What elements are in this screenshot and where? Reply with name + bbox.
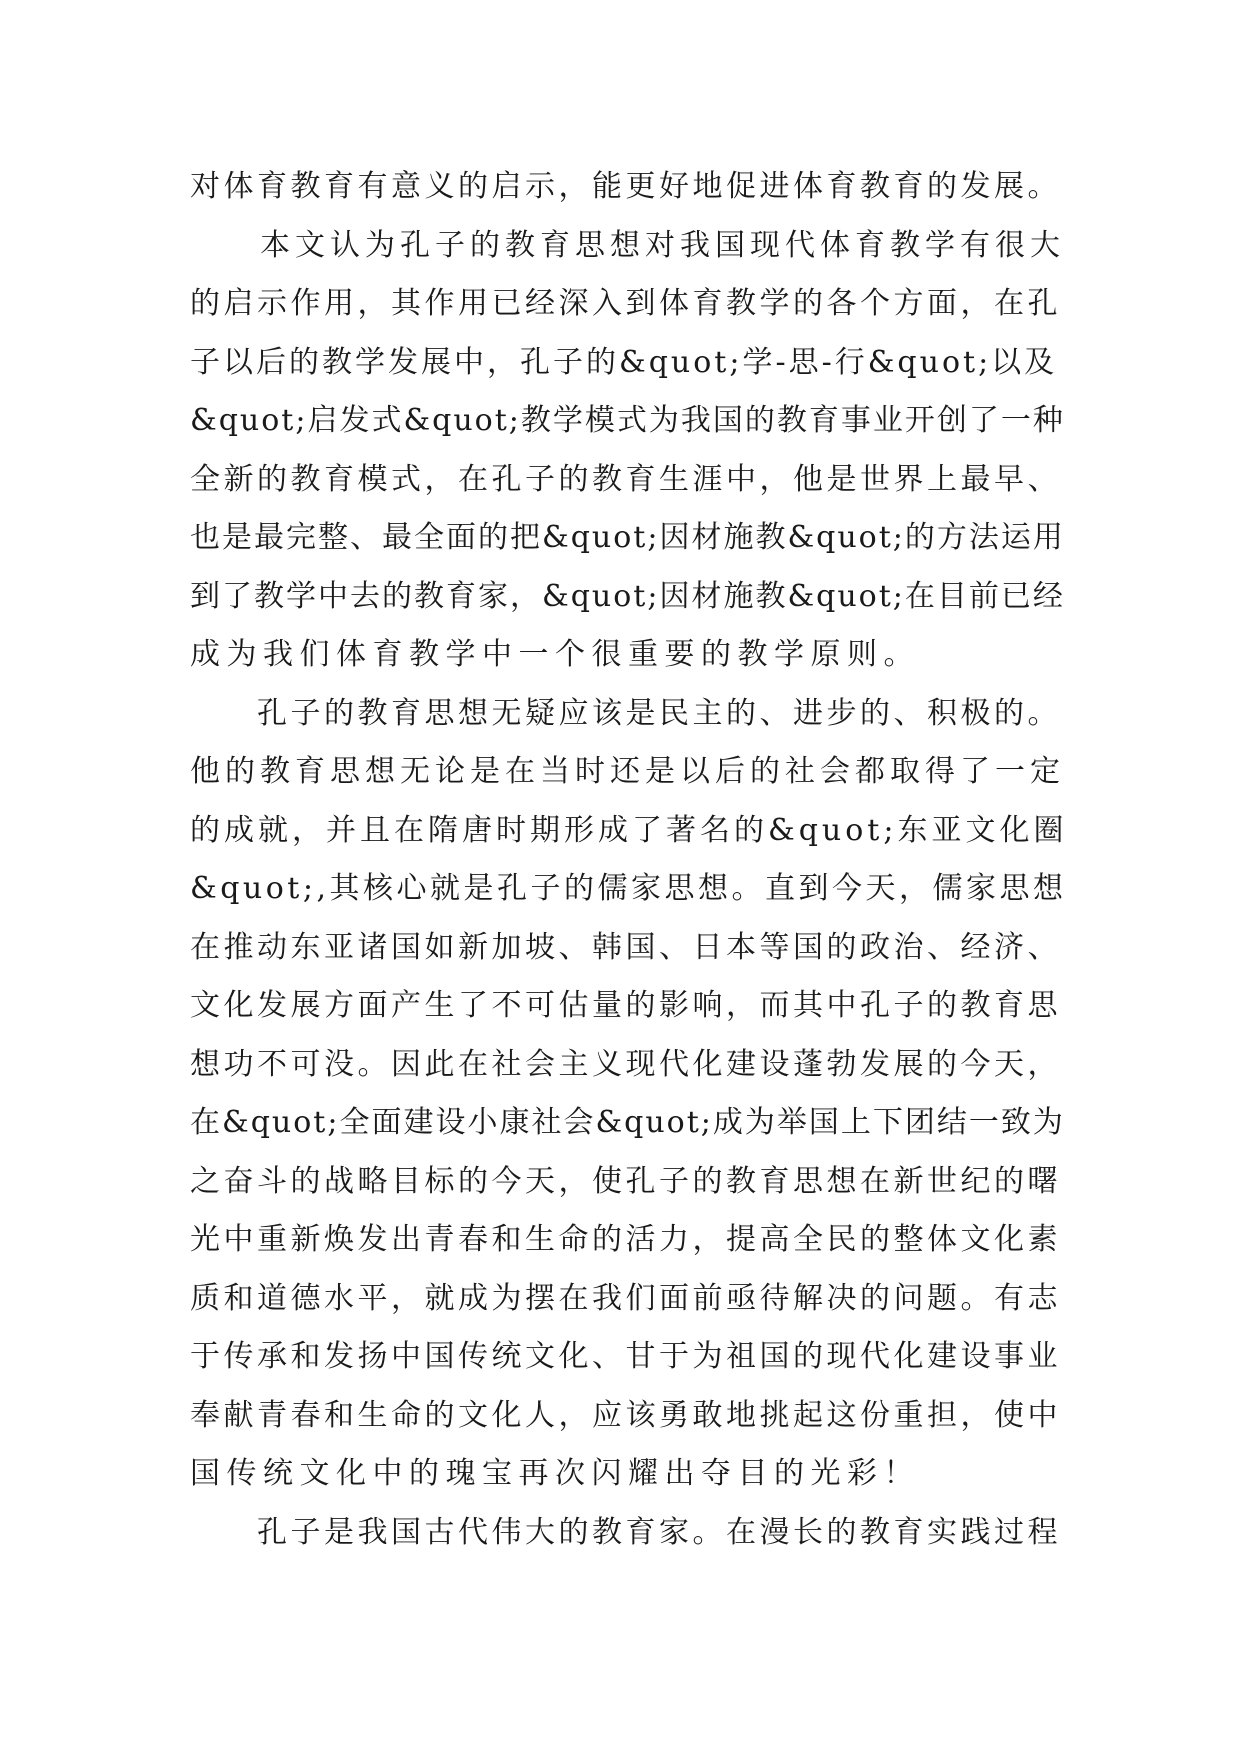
- text-line: 在推动东亚诸国如新加坡、韩国、日本等国的政治、经济、: [190, 929, 1061, 965]
- text-line: 全新的教育模式，在孔子的教育生涯中，他是世界上最早、: [190, 461, 1061, 497]
- text-line: &quot;启发式&quot;教学模式为我国的教育事业开创了一种: [190, 403, 1065, 438]
- text-line: 之奋斗的战略目标的今天，使孔子的教育思想在新世纪的曙: [190, 1163, 1061, 1199]
- text-line: 孔子是我国古代伟大的教育家。在漫长的教育实践过程: [190, 1514, 1061, 1550]
- body-text: [190, 158, 1070, 1562]
- text-line: 在&quot;全面建设小康社会&quot;成为举国上下团结一致为: [190, 1105, 1065, 1140]
- text-line: 他的教育思想无论是在当时还是以后的社会都取得了一定: [190, 754, 1065, 789]
- text-line: 的成就，并且在隋唐时期形成了著名的&quot;东亚文化圈: [190, 812, 1068, 848]
- text-line: 也是最完整、最全面的把&quot;因材施教&quot;的方法运用: [190, 520, 1065, 555]
- text-line: 国传统文化中的瑰宝再次闪耀出夺目的光彩！: [190, 1456, 920, 1491]
- text-line: 孔子的教育思想无疑应该是民主的、进步的、积极的。: [190, 695, 1061, 731]
- text-line: 想功不可没。因此在社会主义现代化建设蓬勃发展的今天，: [190, 1046, 1061, 1082]
- text-line: 对体育教育有意义的启示，能更好地促进体育教育的发展。: [190, 169, 1061, 204]
- text-line: &quot;,其核心就是孔子的儒家思想。直到今天，儒家思想: [190, 871, 1067, 906]
- text-line: 成为我们体育教学中一个很重要的教学原则。: [190, 637, 920, 672]
- text-line: 子以后的教学发展中，孔子的&quot;学-思-行&quot;以及: [190, 344, 1058, 380]
- text-line: 到了教学中去的教育家，&quot;因材施教&quot;在目前已经: [190, 578, 1065, 614]
- text-line: 于传承和发扬中国传统文化、甘于为祖国的现代化建设事业: [190, 1339, 1061, 1374]
- text-line: 光中重新焕发出青春和生命的活力，提高全民的整体文化素: [190, 1222, 1061, 1257]
- text-line: 质和道德水平，就成为摆在我们面前亟待解决的问题。有志: [190, 1280, 1061, 1316]
- text-line: 文化发展方面产生了不可估量的影响，而其中孔子的教育思: [190, 988, 1061, 1023]
- text-line: 本文认为孔子的教育思想对我国现代体育教学有很大: [190, 227, 1065, 263]
- text-line: 奉献青春和生命的文化人，应该勇敢地挑起这份重担，使中: [190, 1397, 1061, 1433]
- text-line: 的启示作用，其作用已经深入到体育教学的各个方面，在孔: [190, 286, 1061, 321]
